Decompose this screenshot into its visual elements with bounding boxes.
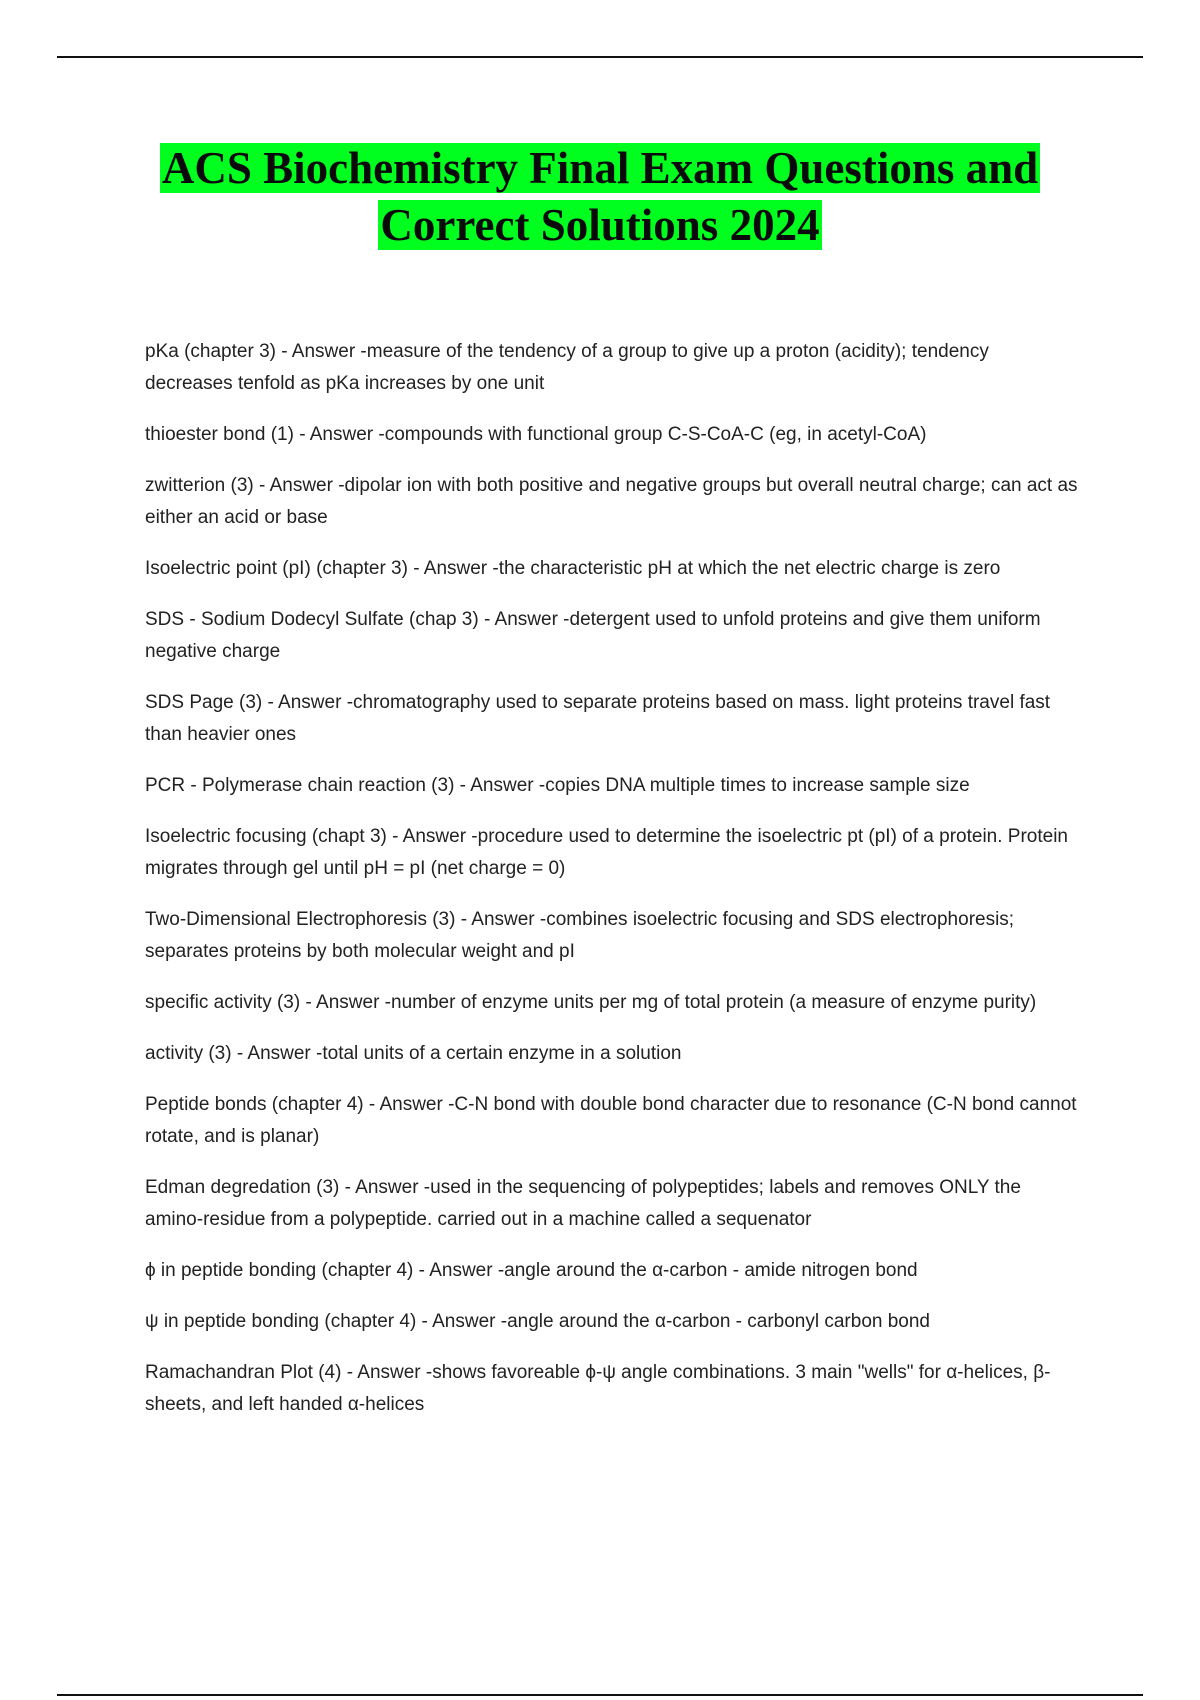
- qa-item-pka: pKa (chapter 3) - Answer -measure of the tendency of a group to give up a proton (acidity); tendency decreases tenfold as pKa increases by one unit: [145, 341, 989, 394]
- qa-item-isoelectric-point: Isoelectric point (pI) (chapter 3) - Answer -the characteristic pH at which the net electric charge is zero: [145, 558, 1001, 579]
- qa-item-two-dimensional-electrophoresis: Two-Dimensional Electrophoresis (3) - Answer -combines isoelectric focusing and SDS electrophoresis; separates proteins by both molecular weight and pI: [145, 909, 1015, 962]
- qa-item-ramachandran-plot: Ramachandran Plot (4) - Answer -shows favoreable ϕ-ψ angle combinations. 3 main "wells" for α-helices, β-sheets, and left handed α-helices: [145, 1362, 1051, 1415]
- bottom-divider: [57, 1694, 1143, 1696]
- qa-item-edman-degradation: Edman degredation (3) - Answer -used in the sequencing of polypeptides; labels and removes ONLY the amino-residue from a polypeptide. carried out in a machine called a sequenator: [145, 1177, 1021, 1230]
- qa-item-isoelectric-focusing: Isoelectric focusing (chapt 3) - Answer -procedure used to determine the isoelectric pt (pI) of a protein. Protein migrates through gel until pH = pI (net charge = 0): [145, 826, 1069, 879]
- qa-list: [145, 336, 1080, 1440]
- qa-item-peptide-bonds: Peptide bonds (chapter 4) - Answer -C-N bond with double bond character due to resonance (C-N bond cannot rotate, and is planar): [145, 1094, 1077, 1147]
- qa-item-phi-angle: ϕ in peptide bonding (chapter 4) - Answer -angle around the α-carbon - amide nitrogen bond: [145, 1260, 918, 1281]
- qa-item-specific-activity: specific activity (3) - Answer -number of enzyme units per mg of total protein (a measure of enzyme purity): [145, 992, 1037, 1013]
- qa-item-zwitterion: zwitterion (3) - Answer -dipolar ion with both positive and negative groups but overall neutral charge; can act as either an acid or base: [145, 475, 1078, 528]
- qa-item-psi-angle: ψ in peptide bonding (chapter 4) - Answer -angle around the α-carbon - carbonyl carbon bond: [145, 1311, 931, 1332]
- title-block: [100, 140, 1100, 254]
- top-divider: [57, 56, 1143, 58]
- qa-item-sds-page: SDS Page (3) - Answer -chromatography used to separate proteins based on mass. light proteins travel fast than heavier ones: [145, 692, 1051, 745]
- qa-item-thioester-bond: thioester bond (1) - Answer -compounds with functional group C-S-CoA-C (eg, in acetyl-CoA): [145, 424, 927, 445]
- qa-item-activity: activity (3) - Answer -total units of a certain enzyme in a solution: [145, 1043, 682, 1064]
- qa-item-sds: SDS - Sodium Dodecyl Sulfate (chap 3) - Answer -detergent used to unfold proteins and give them uniform negative charge: [145, 609, 1041, 662]
- document-title: ACS Biochemistry Final Exam Questions and Correct Solutions 2024: [161, 143, 1039, 250]
- qa-item-pcr: PCR - Polymerase chain reaction (3) - Answer -copies DNA multiple times to increase sample size: [145, 775, 970, 796]
